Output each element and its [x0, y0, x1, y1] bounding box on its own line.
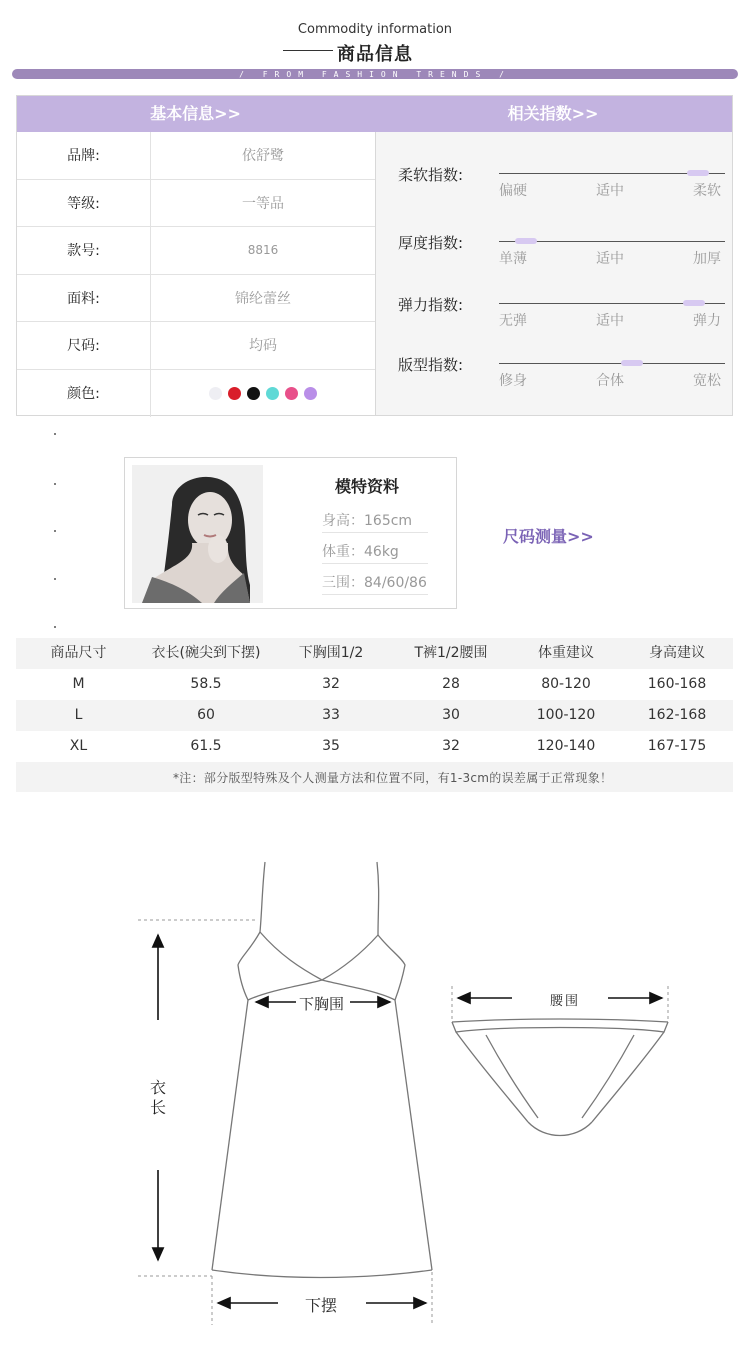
- table-cell: 100-120: [536, 707, 596, 723]
- attribute-table: [17, 132, 375, 417]
- size-measure-link[interactable]: 尺码测量>>: [503, 527, 594, 546]
- attr-value: [151, 370, 375, 418]
- index-option: 无弹: [499, 313, 527, 329]
- index-option: 宽松: [693, 373, 721, 389]
- color-swatch[interactable]: [228, 387, 241, 400]
- table-cell: 30: [442, 707, 460, 723]
- attr-value: 8816: [247, 243, 279, 258]
- attr-value: 一等品: [242, 195, 284, 212]
- color-swatch[interactable]: [247, 387, 260, 400]
- attr-row-brand: [17, 132, 375, 180]
- index-label: 柔软指数:: [398, 166, 464, 184]
- underbust-label: 下胸围: [299, 995, 345, 1013]
- index-track: [499, 363, 725, 364]
- table-cell: 58.5: [190, 676, 222, 692]
- index-label: 版型指数:: [398, 356, 464, 374]
- model-photo: [132, 465, 263, 603]
- table-cell: 60: [197, 707, 215, 723]
- model-height: 身高：165cm: [322, 510, 428, 533]
- attr-value: 依舒鹭: [242, 148, 284, 165]
- index-option: 适中: [596, 183, 624, 199]
- table-cell: 167-175: [647, 738, 707, 754]
- index-option: 加厚: [693, 251, 721, 267]
- table-cell: 35: [322, 738, 340, 754]
- table-header-cell: 身高建议: [649, 645, 705, 661]
- garment-illustration: [0, 840, 750, 1340]
- attr-label: 颜色:: [17, 370, 151, 418]
- header-en-title: Commodity information: [297, 22, 453, 37]
- index-marker: [621, 360, 643, 366]
- index-option: 适中: [596, 313, 624, 329]
- header-cn-title: 商品信息: [337, 44, 413, 65]
- color-swatches: [209, 387, 317, 400]
- table-header-cell: 体重建议: [538, 645, 594, 661]
- attr-row-grade: [17, 180, 375, 228]
- color-swatch[interactable]: [209, 387, 222, 400]
- index-label: 弹力指数:: [398, 296, 464, 314]
- table-cell: 28: [442, 676, 460, 692]
- attr-label: 款号:: [17, 227, 151, 274]
- table-header-cell: 商品尺寸: [50, 645, 107, 661]
- color-swatch[interactable]: [304, 387, 317, 400]
- table-cell: 80-120: [541, 676, 591, 692]
- length-label: 衣长: [150, 1078, 167, 1117]
- table-header-cell: T裤1/2腰围: [414, 645, 488, 661]
- model-weight: 体重：46kg: [322, 541, 428, 564]
- model-card: [124, 457, 457, 609]
- table-cell: 32: [442, 738, 460, 754]
- hem-label: 下摆: [305, 1296, 338, 1315]
- table-row: [16, 669, 733, 700]
- index-marker: [683, 300, 705, 306]
- table-cell: 120-140: [536, 738, 596, 754]
- header-slogan: / FROM FASHION TRENDS /: [239, 70, 511, 79]
- decor-dot: [54, 626, 56, 628]
- index-option: 弹力: [693, 313, 721, 329]
- decor-dot: [54, 578, 56, 580]
- table-cell: 33: [322, 707, 340, 723]
- size-note: [16, 762, 733, 792]
- attr-value: 锦纶蕾丝: [235, 290, 291, 307]
- model-info-title: 模特资料: [335, 477, 400, 496]
- attr-label: 面料:: [17, 275, 151, 322]
- waist-label: 腰围: [550, 994, 581, 1009]
- color-swatch[interactable]: [266, 387, 279, 400]
- table-row: [16, 700, 733, 731]
- table-row: [16, 731, 733, 762]
- basic-info-title: 基本信息>>: [150, 104, 241, 123]
- index-label: 厚度指数:: [398, 234, 464, 252]
- panel-header: [17, 96, 732, 132]
- attr-row-fabric: [17, 275, 375, 323]
- index-option: 柔软: [693, 183, 721, 199]
- index-option: 偏硬: [499, 183, 527, 199]
- index-area: [375, 132, 732, 415]
- table-cell: L: [74, 707, 83, 723]
- attr-label: 品牌:: [17, 132, 151, 179]
- index-option: 合体: [596, 373, 624, 389]
- measurement-diagram: [0, 840, 750, 1340]
- table-cell: M: [72, 676, 85, 692]
- table-cell: 32: [322, 676, 340, 692]
- table-header-cell: 衣长(碗尖到下摆): [151, 645, 261, 661]
- index-option: 修身: [499, 373, 527, 389]
- related-index-title: 相关指数>>: [507, 104, 599, 123]
- decor-dot: [54, 483, 56, 485]
- index-option: 单薄: [499, 251, 527, 267]
- product-info-panel: [16, 95, 733, 416]
- size-table: [16, 638, 733, 762]
- index-marker: [515, 238, 537, 244]
- model-measurements: 三围：84/60/86: [322, 572, 428, 595]
- table-cell: 162-168: [647, 707, 707, 723]
- size-note-text: *注：部分版型特殊及个人测量方法和位置不同，有1-3cm的误差属于正常现象！: [173, 771, 613, 785]
- table-header-row: [16, 638, 733, 669]
- attr-value: 均码: [249, 338, 277, 355]
- table-cell: 61.5: [190, 738, 222, 754]
- attr-row-color: [17, 370, 375, 418]
- attr-label: 尺码:: [17, 322, 151, 369]
- index-option: 适中: [596, 251, 624, 267]
- color-swatch[interactable]: [285, 387, 298, 400]
- table-cell: 160-168: [647, 676, 707, 692]
- index-marker: [687, 170, 709, 176]
- attr-row-style-number: [17, 227, 375, 275]
- table-cell: XL: [69, 738, 88, 754]
- decor-dot: [54, 530, 56, 532]
- attr-row-size: [17, 322, 375, 370]
- decor-dot: [54, 433, 56, 435]
- attr-label: 等级:: [17, 180, 151, 227]
- table-header-cell: 下胸围1/2: [298, 645, 364, 661]
